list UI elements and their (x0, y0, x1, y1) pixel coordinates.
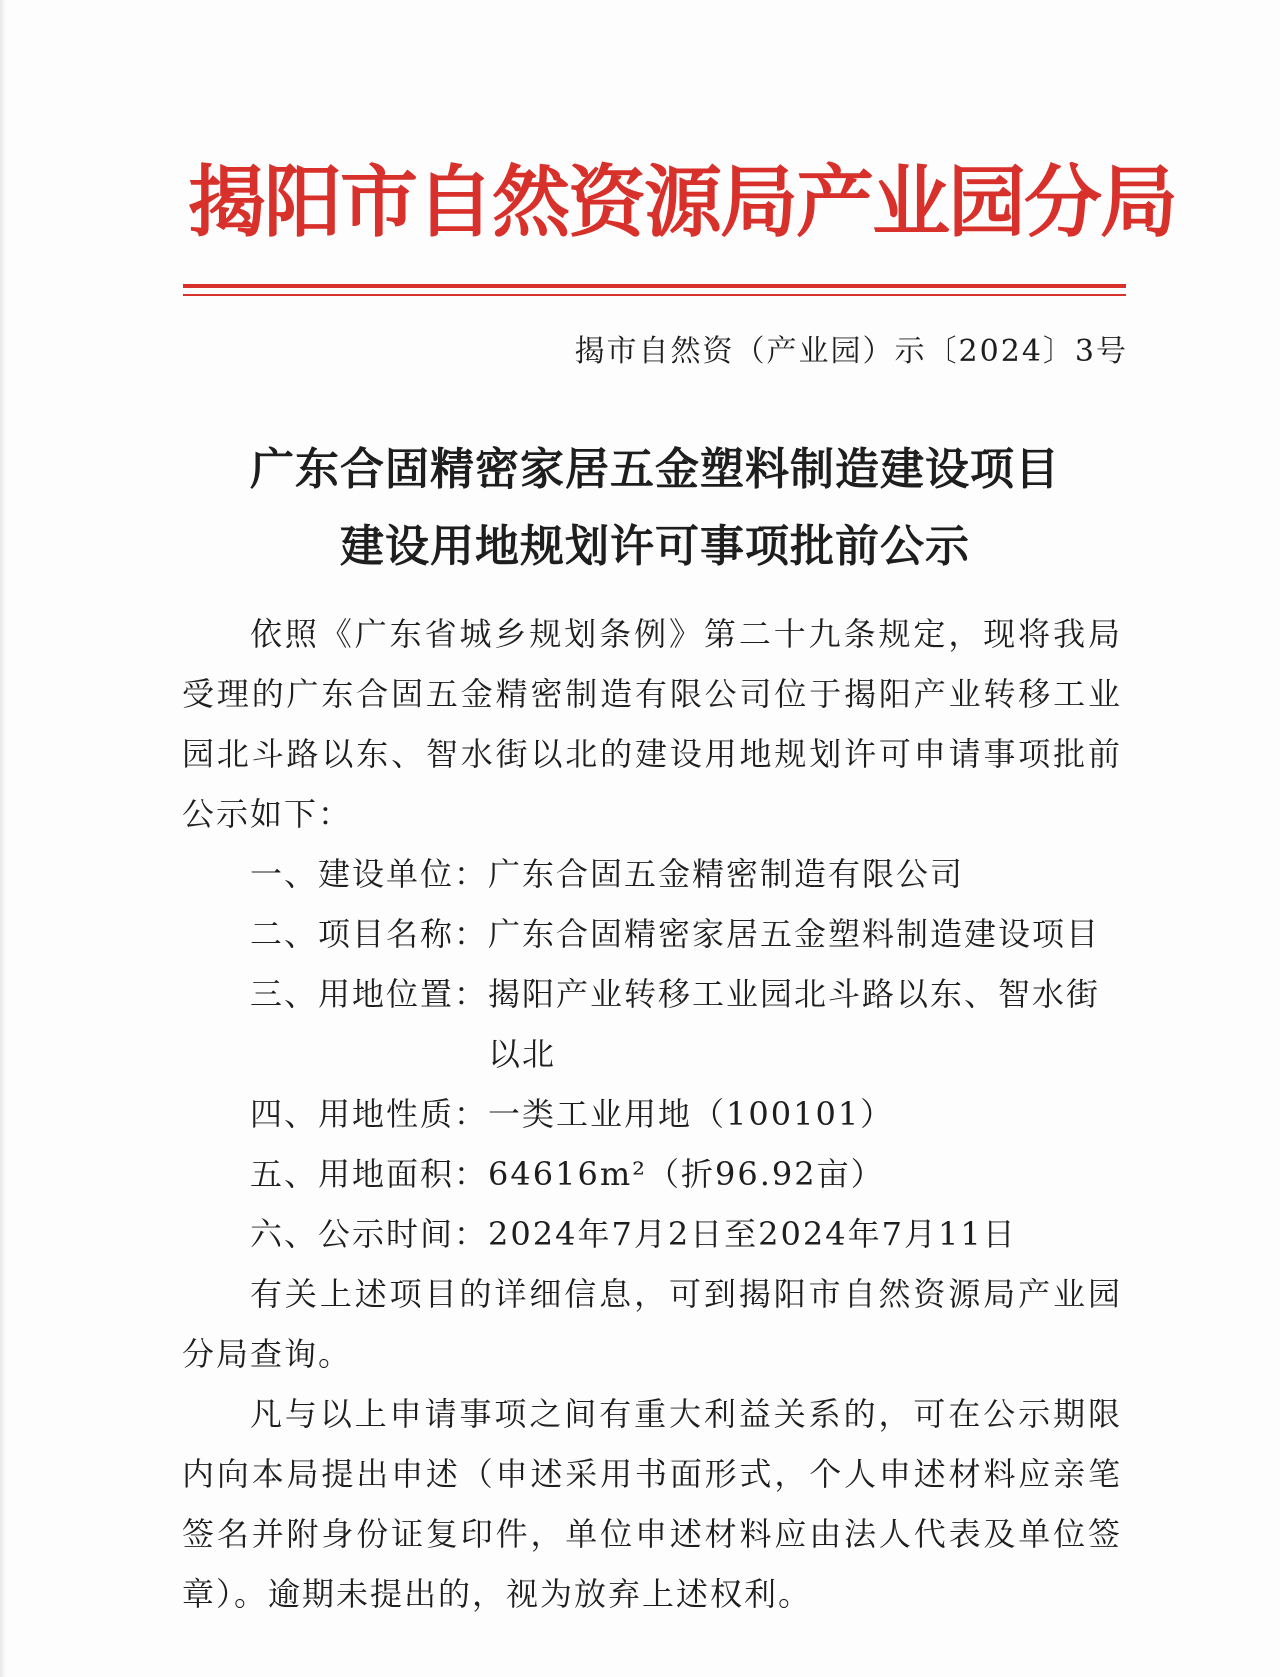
item-construction-unit (182, 844, 1122, 904)
item-value: 64616m²（折96.92亩） (488, 1155, 885, 1193)
item-value: 广东合固五金精密制造有限公司 (488, 855, 965, 893)
notice-title-line1: 广东合固精密家居五金塑料制造建设项目 (250, 444, 1060, 495)
item-label: 三、用地位置： (250, 975, 489, 1013)
item-value: 2024年7月2日至2024年7月11日 (488, 1215, 1017, 1253)
item-land-type (182, 1084, 1122, 1144)
masthead-rule-thick (183, 284, 1126, 288)
notice-title-line2: 建设用地规划许可事项批前公示 (340, 521, 970, 572)
document-number: 揭市自然资（产业园）示〔2024〕3号 (574, 334, 1128, 369)
item-label: 一、建设单位： (250, 855, 489, 893)
item-land-area (182, 1144, 1122, 1204)
masthead-rule-thin (183, 294, 1126, 296)
page-edge-shadow (0, 0, 6, 1677)
item-land-location (182, 964, 1122, 1084)
notice-body (182, 604, 1122, 1624)
item-label: 二、项目名称： (250, 915, 489, 953)
item-label: 四、用地性质： (250, 1095, 489, 1133)
item-notice-period (182, 1204, 1122, 1264)
item-value: 广东合固精密家居五金塑料制造建设项目 (488, 915, 1101, 953)
item-value: 一类工业用地（100101） (488, 1095, 895, 1133)
item-project-name (182, 904, 1122, 964)
item-value: 揭阳产业转移工业园北斗路以东、智水街以北 (488, 975, 1101, 1073)
item-label: 五、用地面积： (250, 1155, 489, 1193)
intro-paragraph: 依照《广东省城乡规划条例》第二十九条规定，现将我局受理的广东合固五金精密制造有限公司位于揭阳产业转移工业园北斗路以东、智水街以北的建设用地规划许可申请事项批前公示如下： (182, 615, 1122, 833)
item-label: 六、公示时间： (250, 1215, 489, 1253)
agency-masthead: 揭阳市自然资源局产业园分局 (188, 157, 1177, 248)
details-paragraph: 有关上述项目的详细信息，可到揭阳市自然资源局产业园分局查询。 (182, 1275, 1122, 1373)
objection-paragraph: 凡与以上申请事项之间有重大利益关系的，可在公示期限内向本局提出申述（申述采用书面形式，个人申述材料应亲笔签名并附身份证复印件，单位申述材料应由法人代表及单位签章）。逾期未提出的，视为放弃上述权利。 (182, 1395, 1122, 1613)
